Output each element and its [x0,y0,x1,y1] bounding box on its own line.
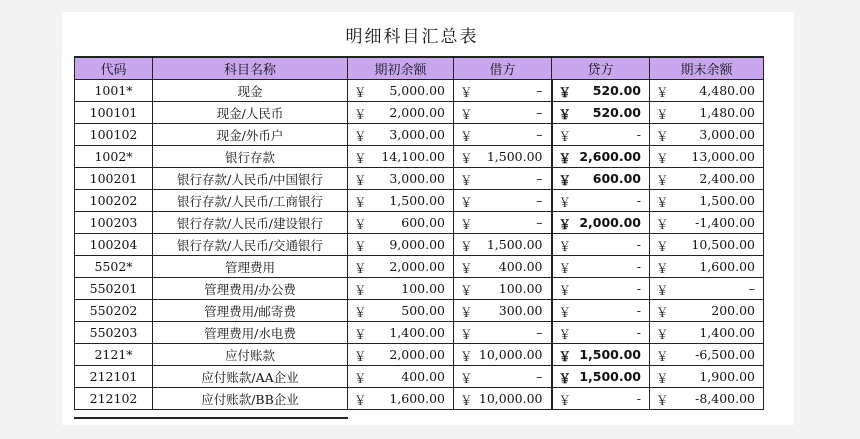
cell-code[interactable]: 212102 [75,388,153,410]
summary-table [74,56,764,410]
currency-symbol: ￥ [656,239,669,254]
cell-account-name[interactable]: 管理费用 [153,256,348,278]
currency-symbol: ￥ [354,305,367,320]
amount-value: 1,500.00 [389,193,445,208]
cell-closing[interactable] [650,366,764,388]
cell-closing[interactable] [650,190,764,212]
currency-symbol: ￥ [354,327,367,342]
cell-closing[interactable] [650,388,764,410]
header-code[interactable]: 代码 [75,57,153,80]
cell-account-name[interactable]: 银行存款/人民币/工商银行 [153,190,348,212]
table-row [75,212,764,234]
cell-account-name[interactable]: 管理费用/办公费 [153,278,348,300]
amount-value: 400.00 [401,369,445,384]
currency-symbol: ￥ [460,327,473,342]
currency-symbol: ￥ [354,393,367,408]
currency-symbol: ￥ [656,173,669,188]
currency-symbol: ￥ [558,129,572,144]
cell-debit[interactable] [454,80,552,102]
currency-symbol: ￥ [354,371,367,386]
cell-closing[interactable] [650,256,764,278]
table-row [75,300,764,322]
cell-debit[interactable] [454,388,552,410]
amount-value: 1,400.00 [389,325,445,340]
table-row [75,322,764,344]
amount-value: 5,000.00 [389,83,445,98]
cell-code[interactable]: 1002* [75,146,153,168]
currency-symbol: ￥ [558,349,572,364]
amount-value: 1,600.00 [389,391,445,406]
amount-value: 1,500.00 [579,369,641,384]
currency-symbol: ￥ [558,239,572,254]
amount-value: 10,000.00 [478,347,543,362]
table-row [75,102,764,124]
amount-value: 600.00 [592,171,641,186]
bottom-rule [74,417,348,419]
amount-value: 1,500.00 [579,347,641,362]
cell-opening[interactable] [348,190,454,212]
table-row [75,124,764,146]
table-row [75,366,764,388]
amount-value: 520.00 [592,105,641,120]
currency-symbol: ￥ [656,327,669,342]
cell-credit[interactable] [552,344,650,366]
amount-value: 520.00 [592,83,641,98]
amount-value: 1,400.00 [699,325,755,340]
amount-value: -1,400.00 [695,215,755,230]
cell-credit[interactable] [552,388,650,410]
cell-debit[interactable] [454,234,552,256]
cell-account-name[interactable]: 管理费用/邮寄费 [153,300,348,322]
cell-credit[interactable] [552,278,650,300]
cell-opening[interactable] [348,388,454,410]
cell-credit[interactable] [552,102,650,124]
table-title: 明细科目汇总表 [345,27,479,47]
currency-symbol: ￥ [558,107,572,122]
cell-code[interactable]: 550201 [75,278,153,300]
spreadsheet-sheet [62,12,794,425]
amount-value: – [536,127,543,142]
currency-symbol: ￥ [354,239,367,254]
currency-symbol: ￥ [558,305,572,320]
cell-opening[interactable] [348,146,454,168]
cell-credit[interactable] [552,234,650,256]
header-closing-balance[interactable]: 期末余额 [650,57,764,80]
table-body [75,80,764,410]
currency-symbol: ￥ [558,283,572,298]
currency-symbol: ￥ [558,371,572,386]
cell-account-name[interactable]: 银行存款/人民币/交通银行 [153,234,348,256]
table-row [75,80,764,102]
header-debit[interactable]: 借方 [454,57,552,80]
table-row [75,168,764,190]
currency-symbol: ￥ [460,85,473,100]
cell-code[interactable]: 2121* [75,344,153,366]
cell-account-name[interactable]: 银行存款 [153,146,348,168]
currency-symbol: ￥ [460,217,473,232]
cell-closing[interactable] [650,344,764,366]
table-row [75,190,764,212]
amount-value: – [536,83,543,98]
cell-code[interactable]: 100101 [75,102,153,124]
currency-symbol: ￥ [460,349,473,364]
amount-value: 1,600.00 [699,259,755,274]
cell-account-name[interactable]: 管理费用/水电费 [153,322,348,344]
amount-value: 200.00 [711,303,755,318]
cell-code[interactable]: 100203 [75,212,153,234]
cell-credit[interactable] [552,146,650,168]
amount-value: 3,000.00 [699,127,755,142]
amount-value: 10,500.00 [691,237,755,252]
currency-symbol: ￥ [354,173,367,188]
header-opening-balance[interactable]: 期初余额 [348,57,454,80]
cell-debit[interactable] [454,256,552,278]
amount-value: 1,500.00 [486,149,543,164]
cell-closing[interactable] [650,80,764,102]
amount-value: 2,400.00 [699,171,755,186]
cell-debit[interactable] [454,300,552,322]
currency-symbol: ￥ [460,151,473,166]
cell-account-name[interactable]: 现金/外币户 [153,124,348,146]
amount-value: – [536,171,543,186]
cell-code[interactable]: 100202 [75,190,153,212]
currency-symbol: ￥ [460,305,473,320]
cell-credit[interactable] [552,212,650,234]
cell-closing[interactable] [650,234,764,256]
amount-value: – [536,105,543,120]
table-row [75,278,764,300]
currency-symbol: ￥ [354,107,367,122]
cell-code[interactable]: 550203 [75,322,153,344]
cell-account-name[interactable]: 现金/人民币 [153,102,348,124]
amount-value: - [636,391,641,406]
cell-account-name[interactable]: 应付账款/BB企业 [153,388,348,410]
cell-credit[interactable] [552,80,650,102]
currency-symbol: ￥ [558,151,572,166]
amount-value: – [748,281,755,296]
currency-symbol: ￥ [460,371,473,386]
currency-symbol: ￥ [656,107,669,122]
cell-debit[interactable] [454,146,552,168]
amount-value: 100.00 [498,281,543,296]
currency-symbol: ￥ [460,393,473,408]
amount-value: – [536,325,543,340]
cell-account-name[interactable]: 现金 [153,80,348,102]
currency-symbol: ￥ [558,173,572,188]
cell-closing[interactable] [650,322,764,344]
table-row [75,388,764,410]
cell-account-name[interactable]: 银行存款/人民币/建设银行 [153,212,348,234]
amount-value: 1,500.00 [699,193,755,208]
currency-symbol: ￥ [558,85,572,100]
currency-symbol: ￥ [354,85,367,100]
cell-closing[interactable] [650,124,764,146]
cell-debit[interactable] [454,212,552,234]
cell-credit[interactable] [552,190,650,212]
cell-closing[interactable] [650,146,764,168]
cell-debit[interactable] [454,190,552,212]
currency-symbol: ￥ [460,129,473,144]
amount-value: 9,000.00 [389,237,445,252]
cell-code[interactable]: 1001* [75,80,153,102]
cell-code[interactable]: 5502* [75,256,153,278]
cell-account-name[interactable]: 应付账款 [153,344,348,366]
currency-symbol: ￥ [558,261,572,276]
cell-debit[interactable] [454,124,552,146]
cell-opening[interactable] [348,300,454,322]
header-row [75,57,764,80]
currency-symbol: ￥ [354,151,367,166]
cell-opening[interactable] [348,366,454,388]
amount-value: 2,000.00 [389,105,445,120]
amount-value: 14,100.00 [381,149,445,164]
cell-credit[interactable] [552,124,650,146]
currency-symbol: ￥ [656,129,669,144]
currency-symbol: ￥ [656,371,669,386]
amount-value: 3,000.00 [389,171,445,186]
amount-value: 100.00 [401,281,445,296]
currency-symbol: ￥ [354,129,367,144]
cell-code[interactable]: 100102 [75,124,153,146]
currency-symbol: ￥ [460,173,473,188]
cell-closing[interactable] [650,102,764,124]
amount-value: 2,600.00 [579,149,641,164]
currency-symbol: ￥ [558,393,572,408]
cell-closing[interactable] [650,212,764,234]
cell-credit[interactable] [552,300,650,322]
currency-symbol: ￥ [656,349,669,364]
cell-opening[interactable] [348,344,454,366]
amount-value: 10,000.00 [478,391,543,406]
cell-code[interactable]: 100201 [75,168,153,190]
amount-value: - [636,325,641,340]
cell-closing[interactable] [650,168,764,190]
amount-value: 13,000.00 [691,149,755,164]
currency-symbol: ￥ [656,85,669,100]
currency-symbol: ￥ [460,239,473,254]
amount-value: 4,480.00 [699,83,755,98]
cell-credit[interactable] [552,256,650,278]
cell-opening[interactable] [348,102,454,124]
amount-value: 3,000.00 [389,127,445,142]
currency-symbol: ￥ [354,283,367,298]
cell-opening[interactable] [348,322,454,344]
amount-value: -8,400.00 [695,391,755,406]
currency-symbol: ￥ [460,195,473,210]
amount-value: 1,900.00 [699,369,755,384]
cell-opening[interactable] [348,212,454,234]
amount-value: 2,000.00 [579,215,641,230]
cell-debit[interactable] [454,278,552,300]
cell-opening[interactable] [348,256,454,278]
currency-symbol: ￥ [656,305,669,320]
amount-value: 1,500.00 [486,237,543,252]
currency-symbol: ￥ [558,195,572,210]
currency-symbol: ￥ [656,195,669,210]
cell-code[interactable]: 100204 [75,234,153,256]
cell-opening[interactable] [348,124,454,146]
cell-debit[interactable] [454,322,552,344]
amount-value: 600.00 [401,215,445,230]
currency-symbol: ￥ [656,393,669,408]
cell-account-name[interactable]: 应付账款/AA企业 [153,366,348,388]
cell-debit[interactable] [454,102,552,124]
cell-closing[interactable] [650,300,764,322]
cell-opening[interactable] [348,278,454,300]
cell-closing[interactable] [650,278,764,300]
amount-value: 500.00 [401,303,445,318]
currency-symbol: ￥ [656,261,669,276]
table-row [75,344,764,366]
cell-debit[interactable] [454,168,552,190]
cell-credit[interactable] [552,322,650,344]
amount-value: - [636,303,641,318]
table-row [75,256,764,278]
amount-value: - [636,281,641,296]
currency-symbol: ￥ [460,283,473,298]
table-row [75,146,764,168]
currency-symbol: ￥ [354,349,367,364]
header-credit[interactable]: 贷方 [552,57,650,80]
currency-symbol: ￥ [354,217,367,232]
currency-symbol: ￥ [656,217,669,232]
table-row [75,234,764,256]
cell-code[interactable]: 212101 [75,366,153,388]
amount-value: 1,480.00 [699,105,755,120]
cell-credit[interactable] [552,366,650,388]
currency-symbol: ￥ [354,195,367,210]
amount-value: – [536,193,543,208]
currency-symbol: ￥ [656,283,669,298]
amount-value: -6,500.00 [695,347,755,362]
cell-opening[interactable] [348,168,454,190]
amount-value: 300.00 [498,303,543,318]
amount-value: 2,000.00 [389,259,445,274]
amount-value: - [636,237,641,252]
amount-value: - [636,127,641,142]
currency-symbol: ￥ [558,327,572,342]
amount-value: – [536,215,543,230]
currency-symbol: ￥ [460,107,473,122]
cell-debit[interactable] [454,366,552,388]
currency-symbol: ￥ [460,261,473,276]
currency-symbol: ￥ [558,217,572,232]
amount-value: 2,000.00 [389,347,445,362]
amount-value: 400.00 [498,259,543,274]
amount-value: - [636,259,641,274]
amount-value: - [636,193,641,208]
amount-value: – [536,369,543,384]
cell-opening[interactable] [348,80,454,102]
currency-symbol: ￥ [354,261,367,276]
header-account-name[interactable]: 科目名称 [153,57,348,80]
currency-symbol: ￥ [656,151,669,166]
cell-code[interactable]: 550202 [75,300,153,322]
cell-debit[interactable] [454,344,552,366]
cell-account-name[interactable]: 银行存款/人民币/中国银行 [153,168,348,190]
cell-opening[interactable] [348,234,454,256]
cell-credit[interactable] [552,168,650,190]
